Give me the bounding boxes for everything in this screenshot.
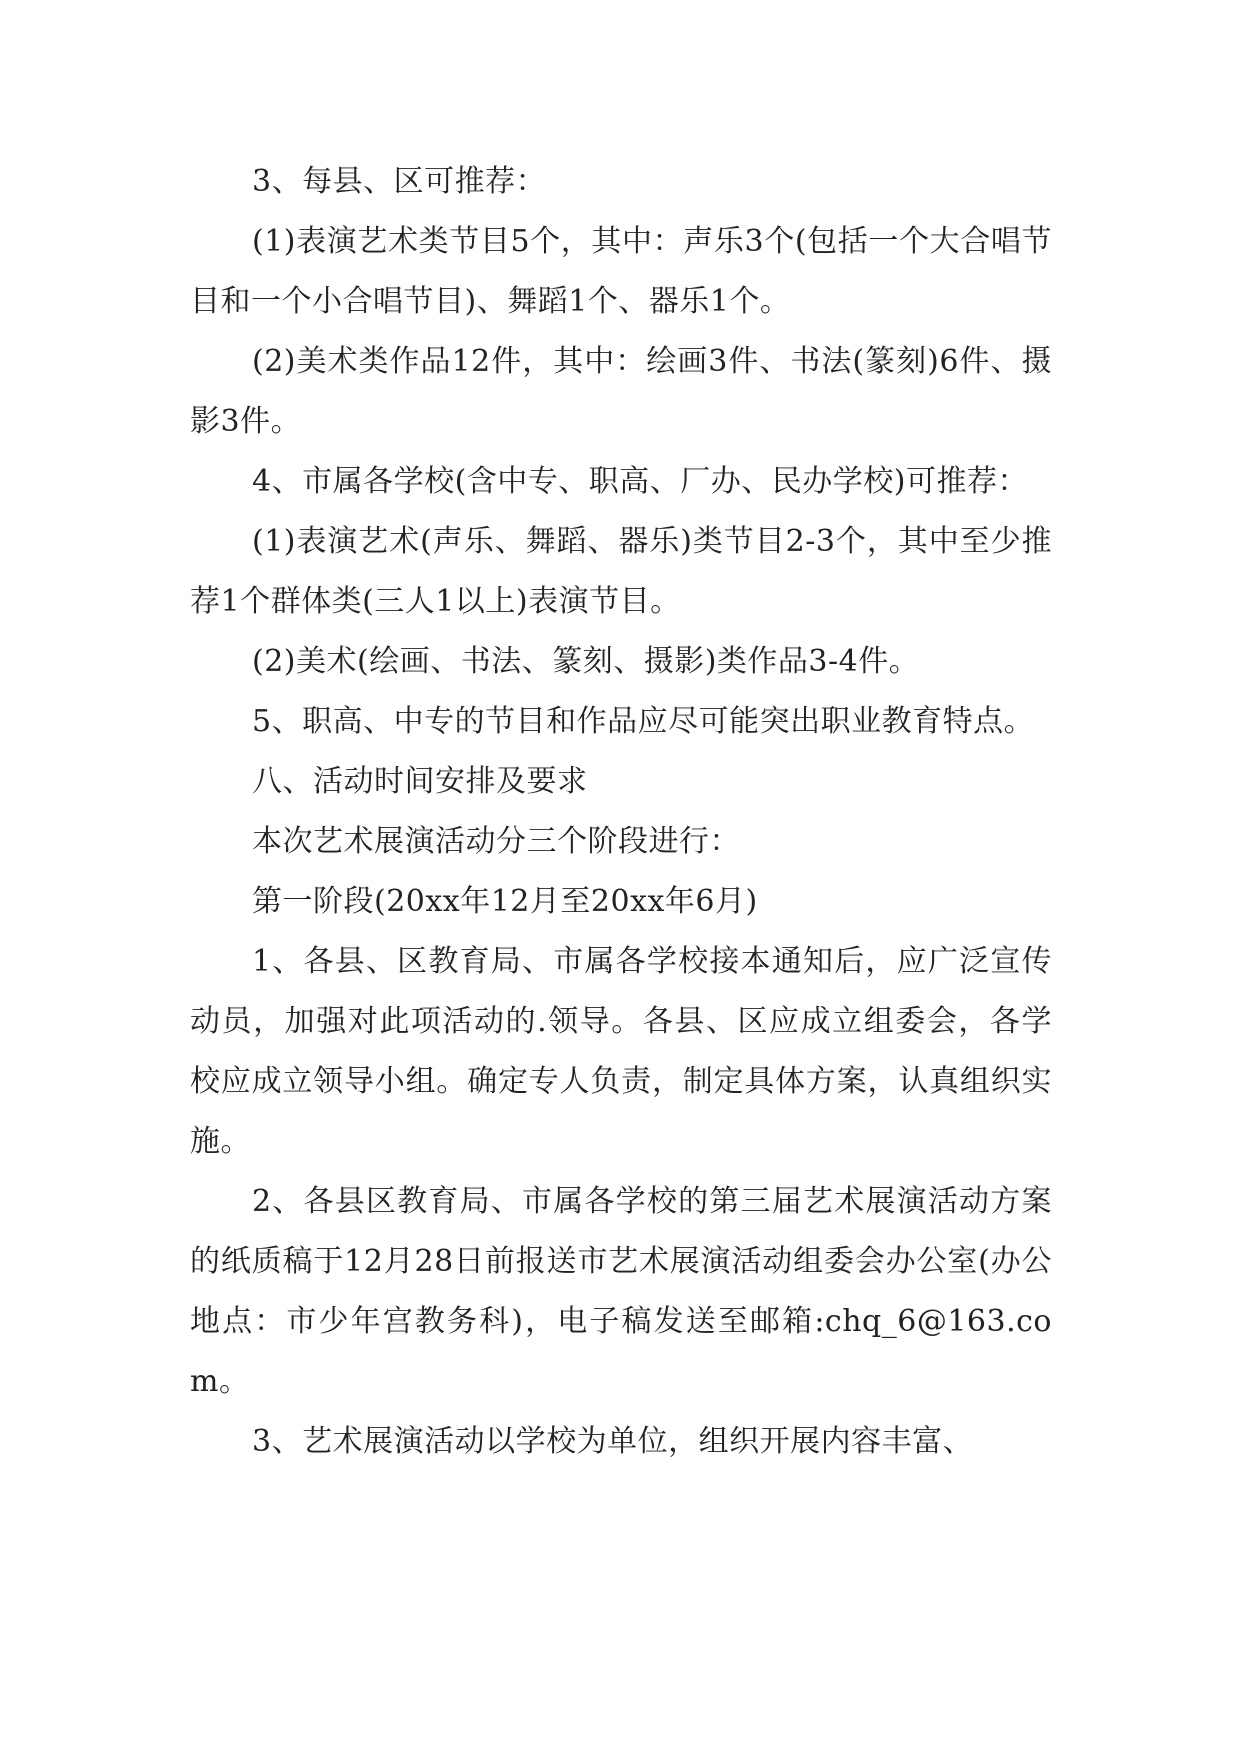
paragraph-vocational: 5、职高、中专的节目和作品应尽可能突出职业教育特点。 [252, 704, 1035, 739]
paragraph-school-recommend: 4、市属各学校(含中专、职高、厂办、民办学校)可推荐： [252, 464, 1028, 499]
paragraph-stage-one-item-1: 1、各县、区教育局、市属各学校接本通知后，应广泛宣传动员，加强对此项活动的.领导。各县、区应成立组委会，各学校应成立领导小组。确定专人负责，制定具体方案，认真组织实施。 [190, 944, 1052, 1159]
paragraph-art-works: (2)美术类作品12件，其中：绘画3件、书法(篆刻)6件、摄影3件。 [190, 344, 1052, 439]
paragraph-county-recommend: 3、每县、区可推荐： [252, 164, 547, 199]
section-heading-schedule: 八、活动时间安排及要求 [252, 764, 588, 799]
document-body [190, 152, 1052, 1472]
paragraph-stage-one: 第一阶段(20xx年12月至20xx年6月) [252, 884, 758, 919]
paragraph-performance-items: (1)表演艺术类节目5个，其中：声乐3个(包括一个大合唱节目和一个小合唱节目)、舞蹈1个、器乐1个。 [190, 224, 1052, 319]
paragraph-school-performance: (1)表演艺术(声乐、舞蹈、器乐)类节目2-3个，其中至少推荐1个群体类(三人1以上)表演节目。 [190, 524, 1052, 619]
paragraph-stage-one-item-2: 2、各县区教育局、市属各学校的第三届艺术展演活动方案的纸质稿于12月28日前报送市艺术展演活动组委会办公室(办公地点：市少年宫教务科)，电子稿发送至邮箱:chq_6@163.com。 [190, 1184, 1052, 1399]
paragraph-three-stages: 本次艺术展演活动分三个阶段进行： [252, 824, 740, 859]
paragraph-school-art: (2)美术(绘画、书法、篆刻、摄影)类作品3-4件。 [252, 644, 920, 679]
paragraph-stage-one-item-3: 3、艺术展演活动以学校为单位，组织开展内容丰富、 [252, 1424, 974, 1459]
